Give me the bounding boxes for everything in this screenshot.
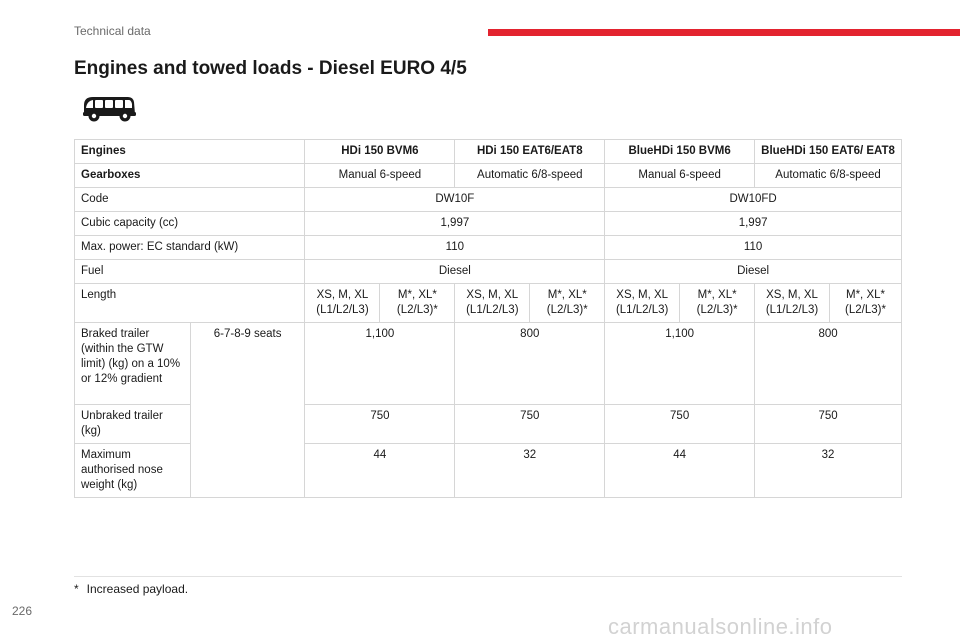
footnote-marker: *: [74, 582, 79, 596]
max-power-cell: 110: [305, 236, 605, 260]
nose-weight-cell: 32: [455, 444, 605, 498]
braked-trailer-cell: 800: [755, 323, 902, 405]
braked-trailer-cell: 800: [455, 323, 605, 405]
fuel-cell: Diesel: [305, 260, 605, 284]
length-cell: M*, XL* (L2/L3)*: [530, 284, 605, 323]
gearbox-cell: Manual 6-speed: [305, 164, 455, 188]
row-label-unbraked-trailer: Unbraked trailer (kg): [75, 405, 191, 444]
engine-header-3: BlueHDi 150 BVM6: [605, 140, 755, 164]
table-row-braked-trailer: [75, 323, 902, 405]
unbraked-trailer-cell: 750: [755, 405, 902, 444]
row-label-length: Length: [75, 284, 305, 323]
footnote: [74, 576, 902, 596]
max-power-cell: 110: [605, 236, 902, 260]
length-cell: XS, M, XL (L1/L2/L3): [305, 284, 380, 323]
nose-weight-cell: 32: [755, 444, 902, 498]
row-label-max-power: Max. power: EC standard (kW): [75, 236, 305, 260]
row-label-engines: Engines: [75, 140, 305, 164]
gearbox-cell: Automatic 6/8-speed: [755, 164, 902, 188]
length-cell: M*, XL* (L2/L3)*: [830, 284, 902, 323]
table-row-cubic-capacity: [75, 212, 902, 236]
length-cell: XS, M, XL (L1/L2/L3): [755, 284, 830, 323]
nose-weight-cell: 44: [305, 444, 455, 498]
code-cell: DW10FD: [605, 188, 902, 212]
braked-trailer-cell: 1,100: [305, 323, 455, 405]
code-cell: DW10F: [305, 188, 605, 212]
nose-weight-cell: 44: [605, 444, 755, 498]
table-row-fuel: [75, 260, 902, 284]
cubic-capacity-cell: 1,997: [605, 212, 902, 236]
gearbox-cell: Automatic 6/8-speed: [455, 164, 605, 188]
row-label-gearboxes: Gearboxes: [75, 164, 305, 188]
table-row-max-power: [75, 236, 902, 260]
section-label: Technical data: [74, 24, 151, 38]
table-row-gearboxes: [75, 164, 902, 188]
length-cell: XS, M, XL (L1/L2/L3): [455, 284, 530, 323]
unbraked-trailer-cell: 750: [455, 405, 605, 444]
section-accent-bar: [488, 29, 960, 36]
row-label-code: Code: [75, 188, 305, 212]
van-side-view-icon: [80, 92, 138, 124]
engine-header-1: HDi 150 BVM6: [305, 140, 455, 164]
unbraked-trailer-cell: 750: [605, 405, 755, 444]
engine-header-4: BlueHDi 150 EAT6/ EAT8: [755, 140, 902, 164]
table-row-engines: [75, 140, 902, 164]
engine-header-2: HDi 150 EAT6/EAT8: [455, 140, 605, 164]
length-cell: XS, M, XL (L1/L2/L3): [605, 284, 680, 323]
length-cell: M*, XL* (L2/L3)*: [380, 284, 455, 323]
page-number: 226: [12, 604, 33, 618]
footnote-text: Increased payload.: [86, 582, 189, 596]
unbraked-trailer-cell: 750: [305, 405, 455, 444]
seats-cell: 6-7-8-9 seats: [190, 323, 305, 498]
length-cell: M*, XL* (L2/L3)*: [680, 284, 755, 323]
row-label-braked-trailer: Braked trailer (within the GTW limit) (kg) on a 10% or 12% gradient: [75, 323, 191, 405]
table-row-code: [75, 188, 902, 212]
braked-trailer-cell: 1,100: [605, 323, 755, 405]
fuel-cell: Diesel: [605, 260, 902, 284]
gearbox-cell: Manual 6-speed: [605, 164, 755, 188]
page-title: Engines and towed loads - Diesel EURO 4/5: [74, 58, 467, 79]
row-label-nose-weight: Maximum authorised nose weight (kg): [75, 444, 191, 498]
watermark: carmanualsonline.info: [608, 614, 833, 639]
row-label-fuel: Fuel: [75, 260, 305, 284]
engines-towed-loads-table: [74, 139, 902, 498]
table-row-length: [75, 284, 902, 323]
row-label-cubic-capacity: Cubic capacity (cc): [75, 212, 305, 236]
cubic-capacity-cell: 1,997: [305, 212, 605, 236]
